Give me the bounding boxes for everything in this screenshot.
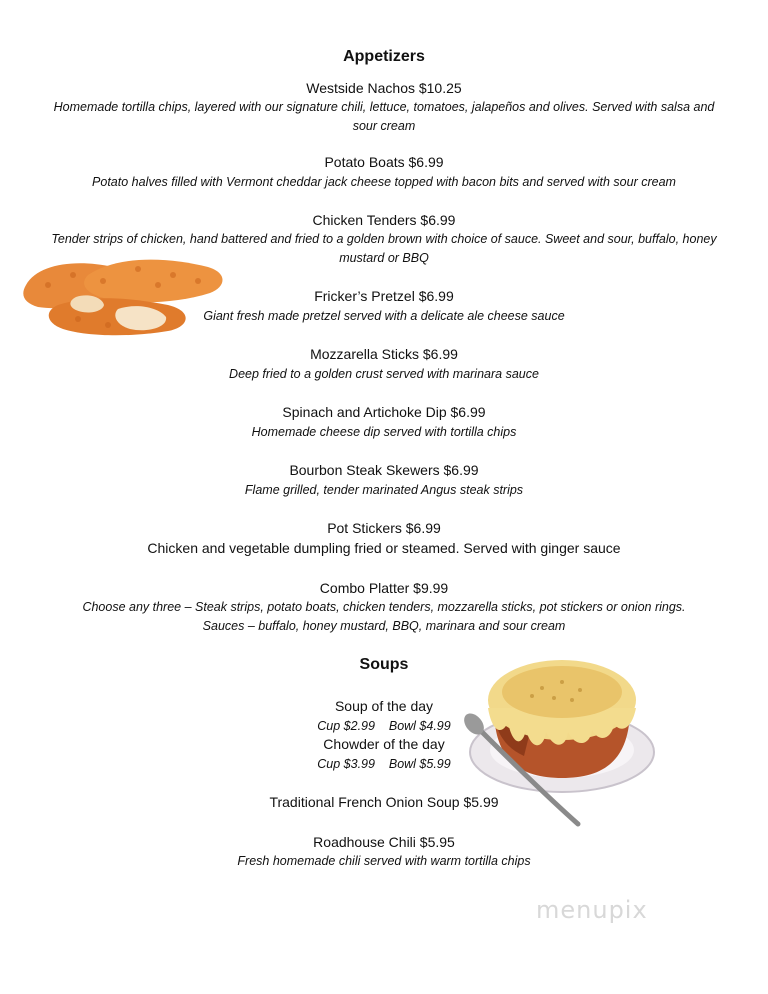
item-name-spinach-artichoke-dip: Spinach and Artichoke Dip $6.99 — [282, 404, 486, 420]
item-desc-westside-nachos: Homemade tortilla chips, layered with our signature chili, lettuce, tomatoes, jalapeños and olives. Served with salsa and sour cream — [53, 100, 715, 133]
menupix-watermark: menupix — [536, 896, 648, 924]
item-name-soup-of-the-day: Soup of the day — [334, 698, 434, 714]
item-desc-combo-platter: Choose any three – Steak strips, potato boats, chicken tenders, mozzarella sticks, pot stickers or onion rings. — [82, 600, 686, 614]
item-desc-spinach-artichoke-dip: Homemade cheese dip served with tortilla chips — [251, 425, 517, 439]
item-name-chicken-tenders: Chicken Tenders $6.99 — [312, 212, 456, 228]
appetizers-heading: Appetizers — [343, 48, 425, 65]
item-name-frickers-pretzel: Fricker’s Pretzel $6.99 — [314, 288, 454, 304]
item-desc-chicken-tenders: Tender strips of chicken, hand battered and fried to a golden brown with choice of sauce. Sweet and sour, buffalo, honey mustard or BBQ — [51, 232, 717, 265]
item-desc-mozzarella-sticks: Deep fried to a golden crust served with marinara sauce — [229, 367, 539, 381]
item-name-french-onion-soup: Traditional French Onion Soup $5.99 — [269, 794, 499, 810]
item-desc-combo-platter-sauces: Sauces – buffalo, honey mustard, BBQ, marinara and sour cream — [202, 619, 566, 633]
item-name-westside-nachos: Westside Nachos $10.25 — [306, 80, 462, 96]
item-desc-frickers-pretzel: Giant fresh made pretzel served with a delicate ale cheese sauce — [203, 309, 565, 323]
item-desc-chowder-of-the-day: Cup $3.99 Bowl $5.99 — [317, 757, 451, 771]
item-name-pot-stickers: Pot Stickers $6.99 — [327, 520, 441, 536]
item-name-roadhouse-chili: Roadhouse Chili $5.95 — [313, 834, 455, 850]
item-name-combo-platter: Combo Platter $9.99 — [319, 580, 449, 596]
item-desc-bourbon-steak-skewers: Flame grilled, tender marinated Angus steak strips — [244, 483, 524, 497]
item-name-bourbon-steak-skewers: Bourbon Steak Skewers $6.99 — [289, 462, 479, 478]
item-desc-roadhouse-chili: Fresh homemade chili served with warm tortilla chips — [237, 854, 531, 868]
item-desc-potato-boats: Potato halves filled with Vermont cheddar jack cheese topped with bacon bits and served with sour cream — [92, 175, 676, 189]
item-name-potato-boats: Potato Boats $6.99 — [324, 154, 444, 170]
soups-heading: Soups — [359, 656, 409, 673]
item-desc-pot-stickers: Chicken and vegetable dumpling fried or steamed. Served with ginger sauce — [147, 540, 621, 556]
item-name-mozzarella-sticks: Mozzarella Sticks $6.99 — [310, 346, 458, 362]
item-desc-soup-of-the-day: Cup $2.99 Bowl $4.99 — [317, 719, 451, 733]
item-name-chowder-of-the-day: Chowder of the day — [323, 736, 445, 752]
